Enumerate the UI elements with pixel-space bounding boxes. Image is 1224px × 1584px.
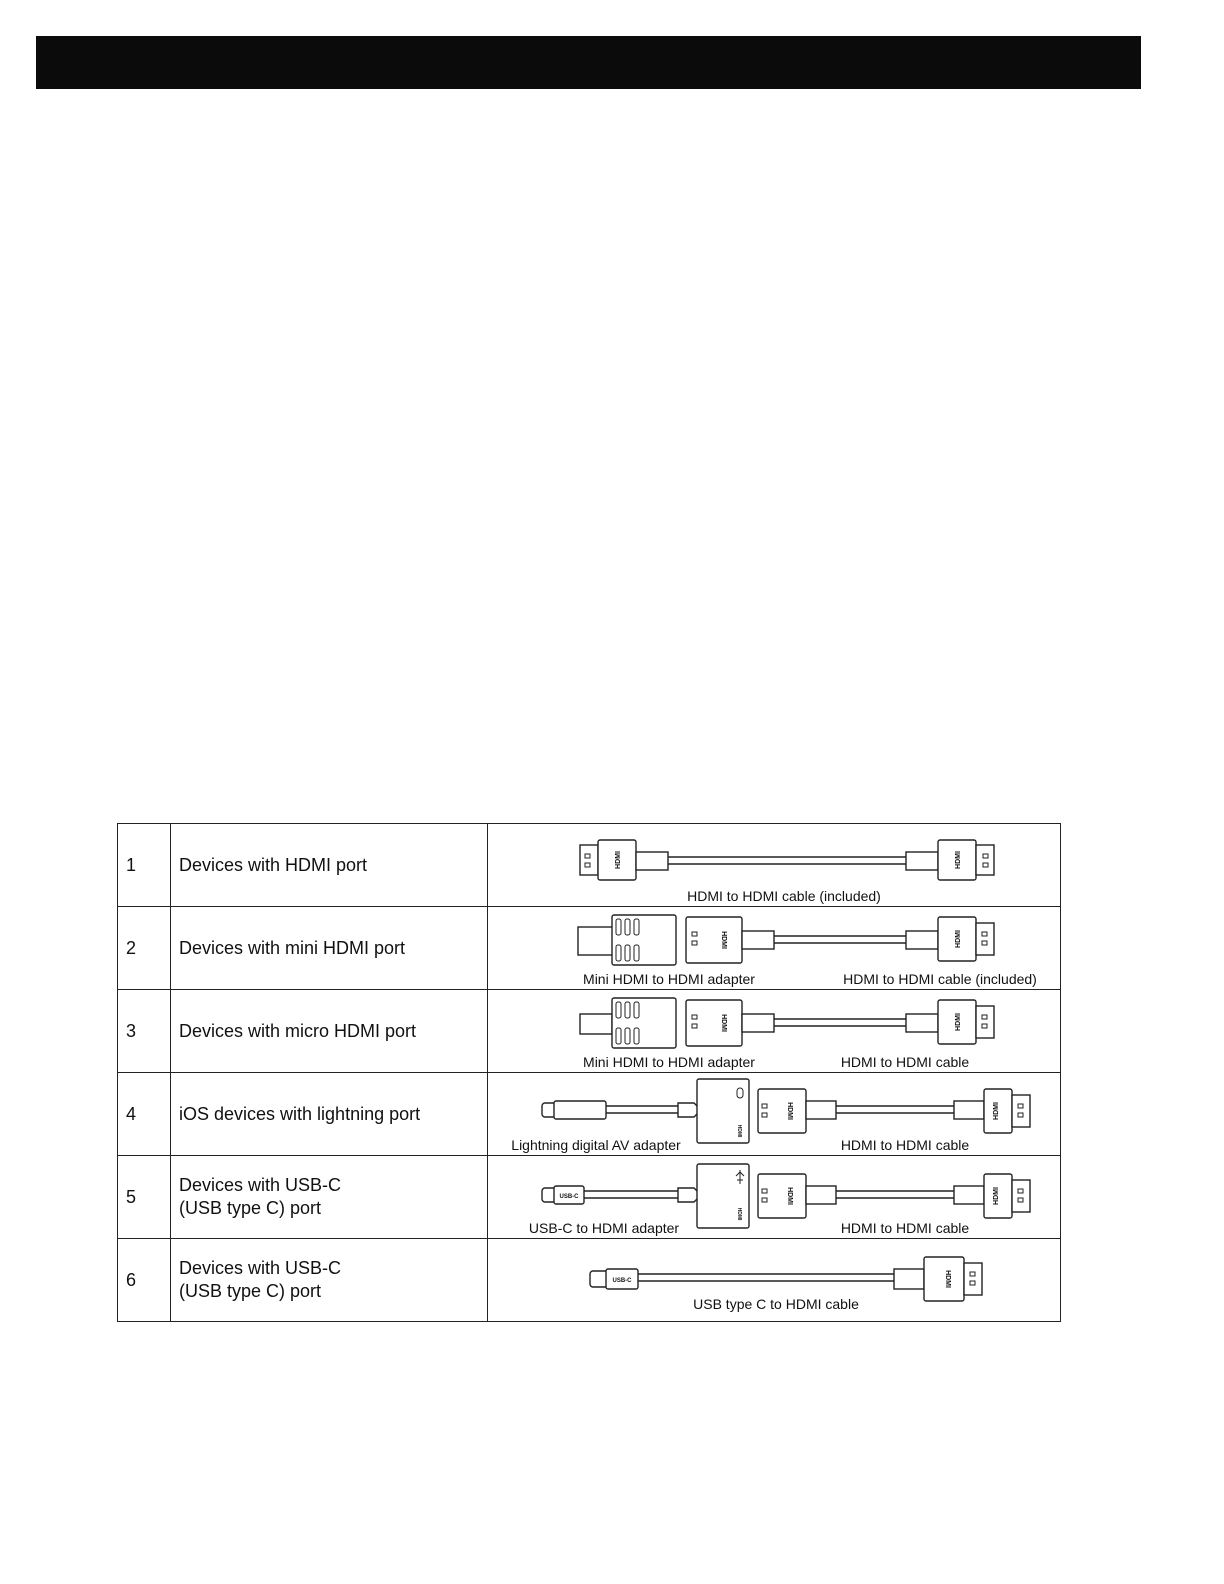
svg-text:HDMI: HDMI xyxy=(786,1187,793,1205)
device-description xyxy=(171,907,488,990)
description-line: (USB type C) port xyxy=(179,1281,322,1301)
cable-illustration-cell xyxy=(488,1156,1061,1239)
table-row xyxy=(118,1239,1061,1322)
table-row xyxy=(118,990,1061,1073)
description-line: Devices with micro HDMI port xyxy=(179,1020,417,1041)
row-number: 2 xyxy=(118,907,171,990)
svg-text:HDMI: HDMI xyxy=(944,1270,951,1288)
cable-caption: HDMI to HDMI cable xyxy=(840,1054,970,1070)
cable-caption: USB type C to HDMI cable xyxy=(693,1296,859,1312)
svg-text:HDMI: HDMI xyxy=(786,1102,793,1120)
cable-caption: HDMI to HDMI cable xyxy=(840,1137,970,1153)
cable-caption: HDMI to HDMI cable (included) xyxy=(687,888,881,904)
adapter-caption: USB-C to HDMI adapter xyxy=(528,1220,680,1236)
table-row xyxy=(118,824,1061,907)
header-bar xyxy=(36,36,1141,89)
device-description xyxy=(171,990,488,1073)
description-line: iOS devices with lightning port xyxy=(179,1103,421,1124)
svg-text:HDMI: HDMI xyxy=(955,930,962,948)
svg-text:HDMI: HDMI xyxy=(736,1207,742,1221)
description-line: Devices with mini HDMI port xyxy=(179,937,406,958)
row-number: 6 xyxy=(118,1239,171,1322)
adapter-caption: Mini HDMI to HDMI adapter xyxy=(583,971,755,987)
svg-text:HDMI: HDMI xyxy=(955,851,962,869)
svg-text:HDMI: HDMI xyxy=(955,1013,962,1031)
row-number: 4 xyxy=(118,1073,171,1156)
usb-c-to-hdmi-cable-icon xyxy=(488,1239,1068,1321)
svg-text:HDMI: HDMI xyxy=(720,931,727,949)
svg-text:USB-C: USB-C xyxy=(612,1278,632,1284)
svg-text:HDMI: HDMI xyxy=(993,1102,1000,1120)
row-number: 3 xyxy=(118,990,171,1073)
description-line: Devices with HDMI port xyxy=(179,854,368,875)
cable-caption: HDMI to HDMI cable xyxy=(840,1220,970,1236)
device-description xyxy=(171,824,488,907)
usb-c-adapter-icon xyxy=(488,1156,1068,1238)
mini-hdmi-adapter-icon xyxy=(488,907,1068,989)
svg-text:HDMI: HDMI xyxy=(993,1187,1000,1205)
adapter-caption: Lightning digital AV adapter xyxy=(511,1137,681,1153)
table-row xyxy=(118,1073,1061,1156)
cable-illustration-cell xyxy=(488,907,1061,990)
description-line: Devices with USB-C xyxy=(179,1258,342,1278)
micro-hdmi-adapter-icon xyxy=(488,990,1068,1072)
cable-illustration-cell xyxy=(488,990,1061,1073)
cable-illustration-cell xyxy=(488,824,1061,907)
svg-text:HDMI: HDMI xyxy=(720,1014,727,1032)
svg-text:HDMI: HDMI xyxy=(615,851,622,869)
row-number: 1 xyxy=(118,824,171,907)
device-description xyxy=(171,1073,488,1156)
lightning-adapter-icon xyxy=(488,1073,1068,1155)
description-line: Devices with USB-C xyxy=(179,1175,342,1195)
device-description xyxy=(171,1156,488,1239)
cable-illustration-cell xyxy=(488,1239,1061,1322)
row-number: 5 xyxy=(118,1156,171,1239)
device-description xyxy=(171,1239,488,1322)
cable-caption: HDMI to HDMI cable (included) xyxy=(843,971,1037,987)
cable-illustration-cell xyxy=(488,1073,1061,1156)
table-row xyxy=(118,1156,1061,1239)
svg-text:HDMI: HDMI xyxy=(736,1124,742,1138)
svg-text:USB-C: USB-C xyxy=(559,1194,579,1200)
adapter-caption: Mini HDMI to HDMI adapter xyxy=(583,1054,755,1070)
description-line: (USB type C) port xyxy=(179,1198,322,1218)
table-row xyxy=(118,907,1061,990)
connection-table xyxy=(117,823,1061,1322)
hdmi-cable-icon xyxy=(488,824,1068,906)
